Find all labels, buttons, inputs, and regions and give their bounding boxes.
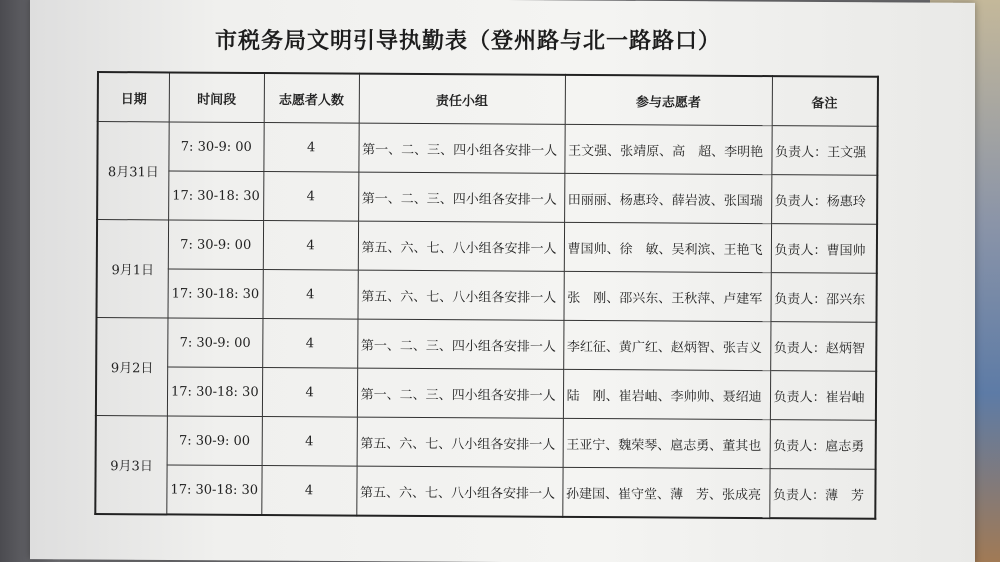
note-cell: 负责人：杨惠玲: [771, 175, 877, 225]
document-title: 市税务局文明引导执勤表（登州路与北一路路口）: [215, 29, 722, 54]
note-cell: 负责人：崔岩岫: [770, 371, 876, 421]
note-cell: 负责人：赵炳智: [770, 322, 876, 372]
group-cell: 第五、六、七、八小组各安排一人: [356, 466, 562, 517]
time-cell: 7: 30-9: 00: [168, 318, 263, 368]
note-cell: 负责人：邵兴东: [771, 273, 877, 323]
header-group: 责任小组: [359, 74, 565, 125]
time-cell: 7: 30-9: 00: [169, 122, 264, 172]
group-cell: 第五、六、七、八小组各安排一人: [358, 221, 564, 271]
group-cell: 第一、二、三、四小组各安排一人: [357, 319, 563, 369]
table-row: [96, 269, 876, 323]
header-date: 日期: [98, 72, 170, 122]
count-cell: 4: [263, 221, 358, 271]
count-cell: 4: [262, 368, 357, 418]
table-row: [97, 122, 877, 176]
date-cell: 8月31日: [97, 122, 169, 220]
table-row: [97, 220, 877, 274]
header-volunteers: 参与志愿者: [565, 75, 772, 126]
group-cell: 第五、六、七、八小组各安排一人: [358, 270, 564, 320]
table-row: [96, 318, 876, 372]
table-row: [96, 367, 876, 421]
count-cell: 4: [262, 417, 357, 467]
header-count: 志愿者人数: [264, 73, 359, 123]
note-cell: 负责人：扈志勇: [770, 420, 876, 470]
volunteers-cell: 陆 刚、崔岩岫、李帅帅、聂绍迪: [563, 369, 770, 419]
header-note: 备注: [772, 76, 878, 126]
count-cell: 4: [262, 319, 357, 369]
volunteers-cell: 曹国帅、徐 敏、吴利滨、王艳飞: [564, 222, 771, 272]
note-cell: 负责人：曹国帅: [771, 224, 877, 274]
time-cell: 7: 30-9: 00: [167, 416, 262, 466]
time-cell: 17: 30-18: 30: [169, 171, 264, 221]
count-cell: 4: [263, 270, 358, 320]
count-cell: 4: [263, 172, 358, 222]
time-cell: 17: 30-18: 30: [167, 367, 262, 417]
note-cell: 负责人：薄 芳: [769, 469, 875, 519]
time-cell: 17: 30-18: 30: [168, 269, 263, 319]
date-cell: 9月1日: [96, 220, 168, 318]
group-cell: 第一、二、三、四小组各安排一人: [357, 368, 563, 418]
volunteers-cell: 王文强、张靖原、高 超、李明艳: [564, 124, 771, 174]
count-cell: 4: [261, 466, 356, 516]
group-cell: 第五、六、七、八小组各安排一人: [357, 417, 563, 467]
volunteers-cell: 李红征、黄广红、赵炳智、张吉义: [563, 320, 770, 370]
header-row: [98, 72, 878, 126]
note-cell: 负责人：王文强: [771, 126, 877, 176]
group-cell: 第一、二、三、四小组各安排一人: [358, 123, 564, 173]
table-row: [95, 464, 875, 518]
group-cell: 第一、二、三、四小组各安排一人: [358, 172, 564, 222]
volunteers-cell: 田丽丽、杨惠玲、薛岩波、张国瑞: [564, 173, 771, 223]
time-cell: 17: 30-18: 30: [167, 465, 262, 515]
table-row: [97, 171, 877, 225]
duty-table: [94, 71, 878, 520]
table-row: [96, 415, 876, 469]
volunteers-cell: 王亚宁、魏荣琴、扈志勇、董其也: [563, 418, 770, 468]
count-cell: 4: [263, 123, 358, 173]
date-cell: 9月3日: [95, 415, 167, 514]
header-time: 时间段: [169, 72, 264, 122]
volunteers-cell: 张 刚、邵兴东、王秋萍、卢建军: [564, 271, 771, 321]
volunteers-cell: 孙建国、崔守堂、薄 芳、张成亮: [562, 467, 769, 518]
date-cell: 9月2日: [96, 318, 168, 416]
time-cell: 7: 30-9: 00: [168, 220, 263, 270]
